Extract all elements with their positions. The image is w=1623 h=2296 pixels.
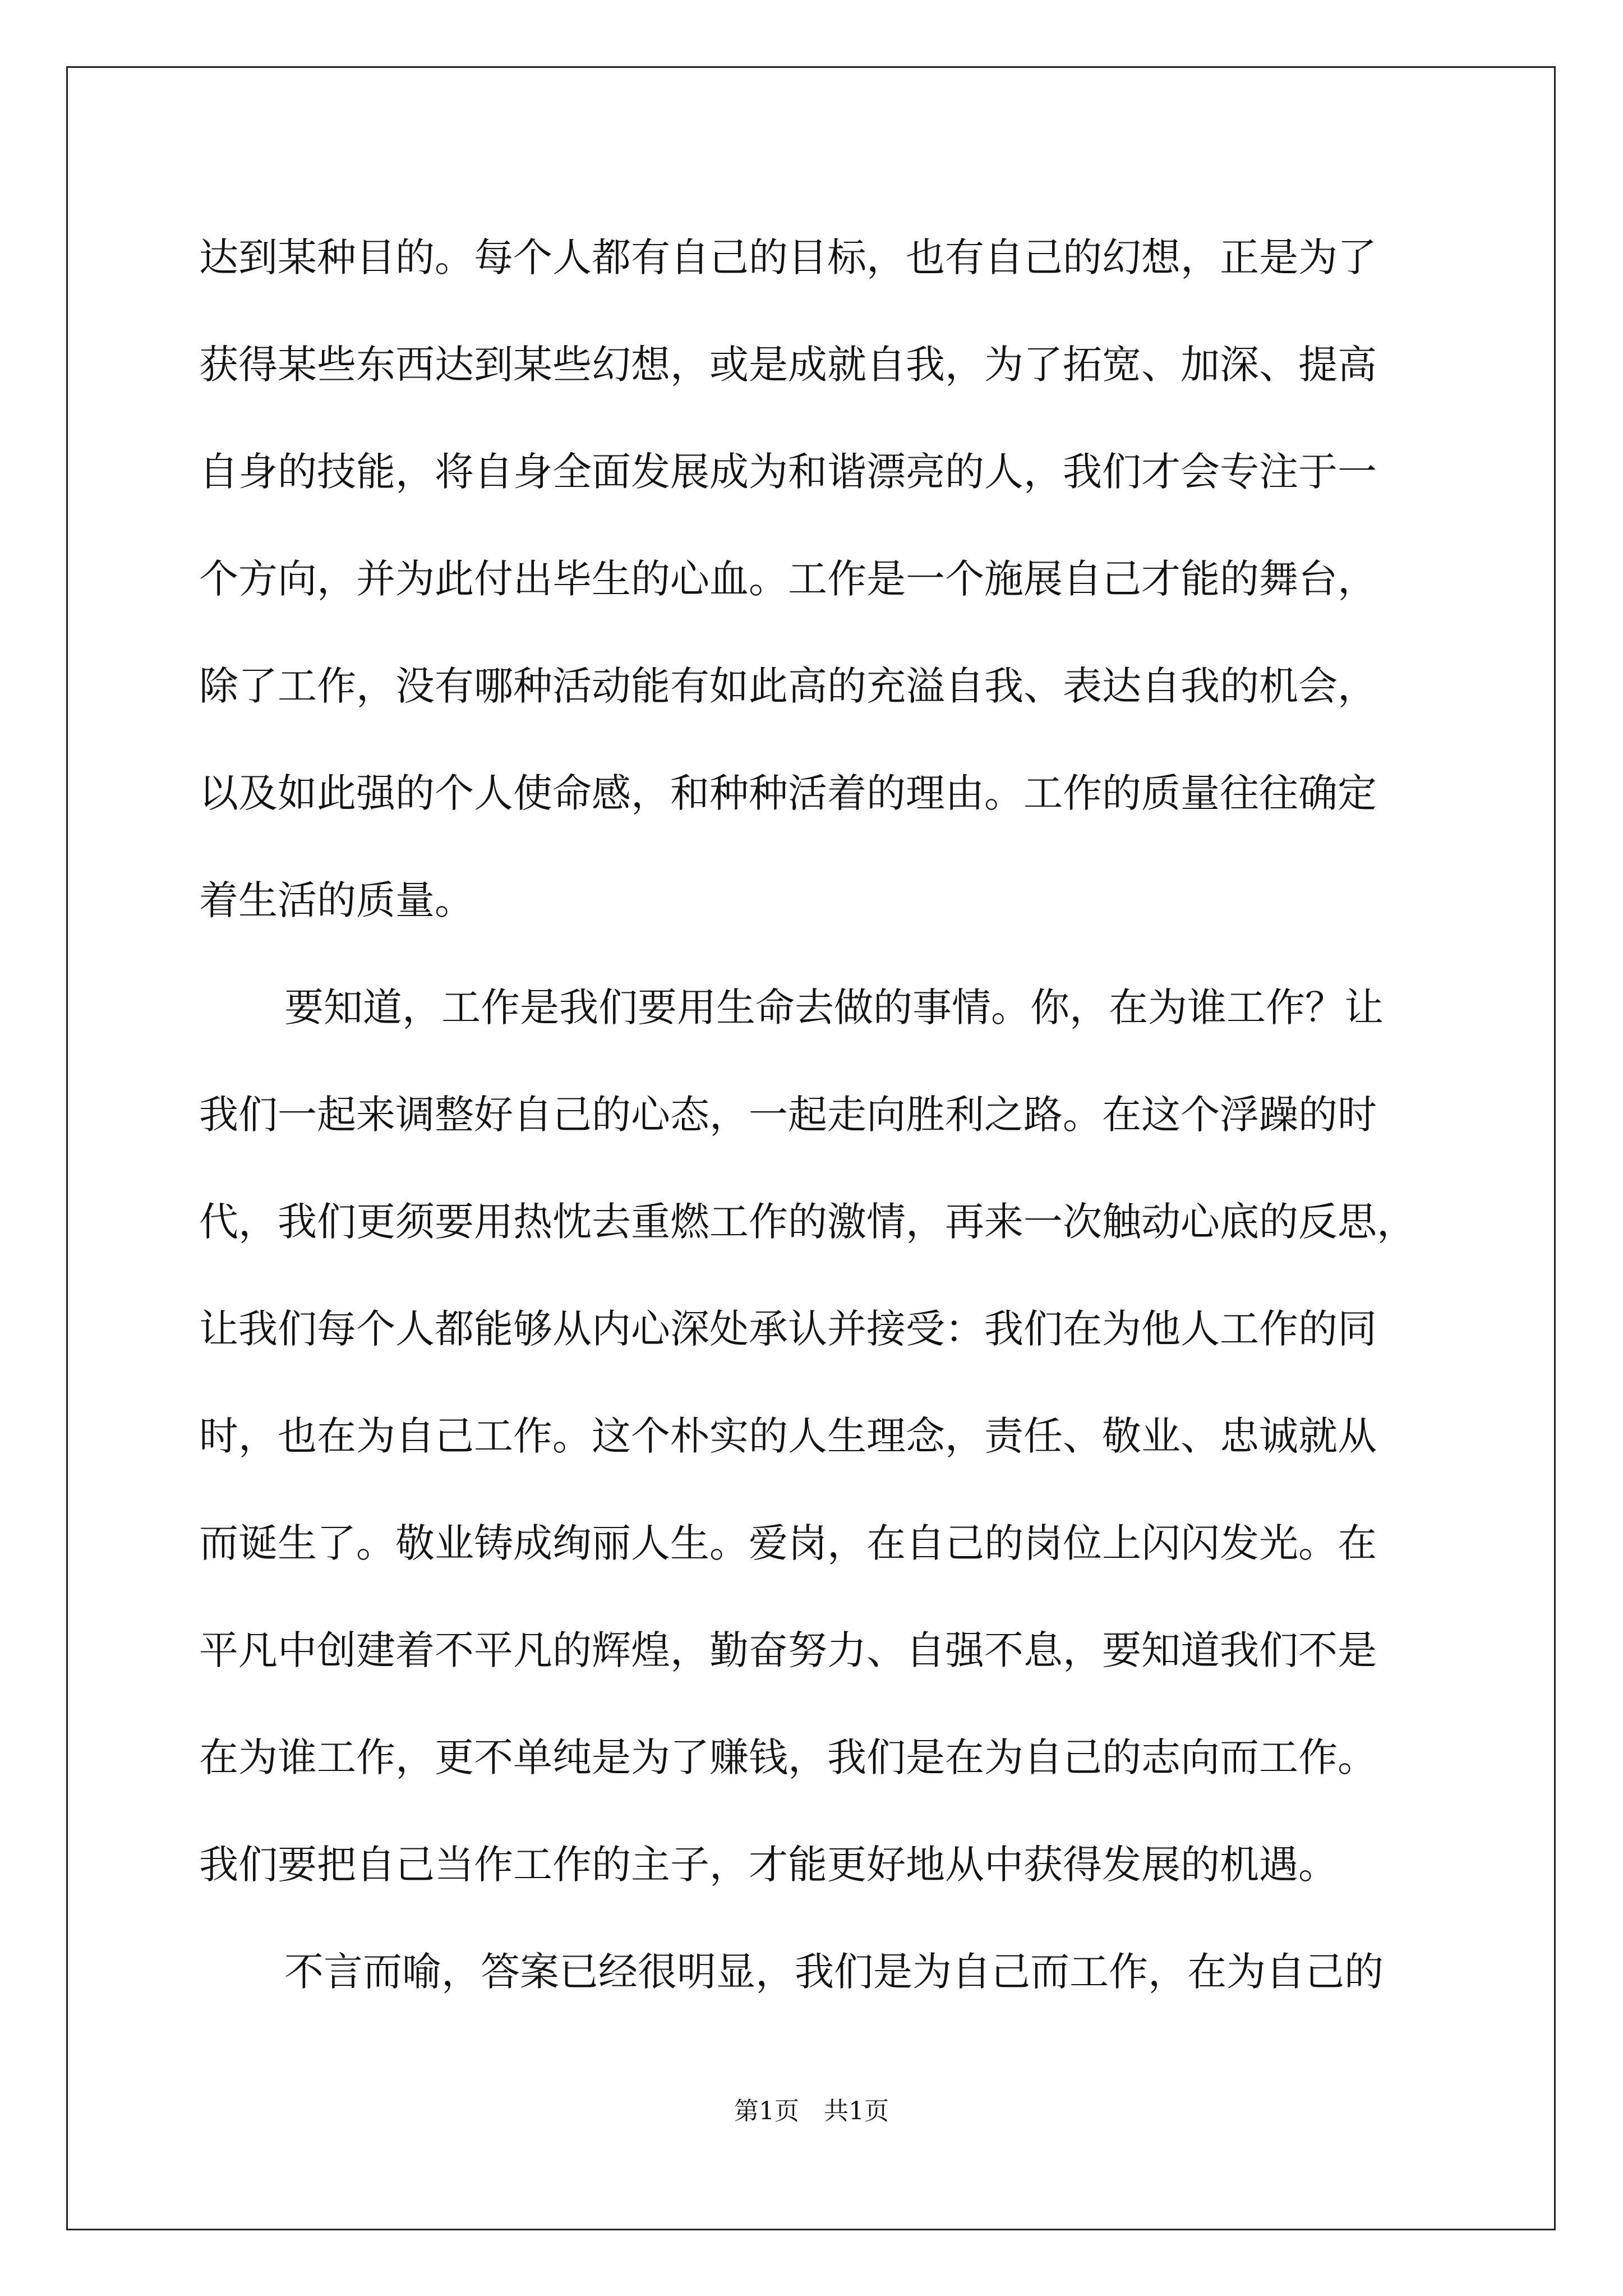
page-footer bbox=[0, 2095, 1623, 2128]
text-line: 不言而喻，答案已经很明显，我们是为自己而工作，在为自己的 bbox=[284, 1949, 1384, 1995]
text-line: 要知道，工作是我们要用生命去做的事情。你，在为谁工作？让 bbox=[284, 984, 1384, 1030]
text-line: 而诞生了。敬业铸成绚丽人生。爱岗，在自己的岗位上闪闪发光。在 bbox=[199, 1520, 1377, 1566]
text-line: 让我们每个人都能够从内心深处承认并接受：我们在为他人工作的同 bbox=[199, 1306, 1377, 1352]
text-line: 在为谁工作，更不单纯是为了赚钱，我们是在为自己的志向而工作。 bbox=[199, 1734, 1377, 1780]
text-line: 着生活的质量。 bbox=[199, 877, 474, 923]
text-line: 个方向，并为此付出毕生的心血。工作是一个施展自己才能的舞台， bbox=[199, 556, 1377, 602]
text-line: 除了工作，没有哪种活动能有如此高的充溢自我、表达自我的机会， bbox=[199, 663, 1377, 709]
text-line: 以及如此强的个人使命感，和种种活着的理由。工作的质量往往确定 bbox=[199, 770, 1377, 816]
text-line: 自身的技能，将自身全面发展成为和谐漂亮的人，我们才会专注于一 bbox=[199, 449, 1377, 495]
page-number: 第1页 bbox=[734, 2097, 799, 2125]
text-line: 时，也在为自己工作。这个朴实的人生理念，责任、敬业、忠诚就从 bbox=[199, 1413, 1377, 1459]
text-line: 达到某种目的。每个人都有自己的目标，也有自己的幻想，正是为了 bbox=[199, 234, 1377, 280]
document-body bbox=[199, 204, 1433, 2026]
text-line: 我们要把自己当作工作的主子，才能更好地从中获得发展的机遇。 bbox=[199, 1842, 1338, 1888]
text-line: 平凡中创建着不平凡的辉煌，勤奋努力、自强不息，要知道我们不是 bbox=[199, 1627, 1377, 1673]
text-line: 我们一起来调整好自己的心态，一起走向胜利之路。在这个浮躁的时 bbox=[199, 1092, 1377, 1138]
text-line: 获得某些东西达到某些幻想，或是成就自我，为了拓宽、加深、提高 bbox=[199, 342, 1377, 388]
page-total: 共1页 bbox=[824, 2097, 889, 2125]
text-line: 代，我们更须要用热忱去重燃工作的激情，再来一次触动心底的反思， bbox=[199, 1199, 1416, 1245]
